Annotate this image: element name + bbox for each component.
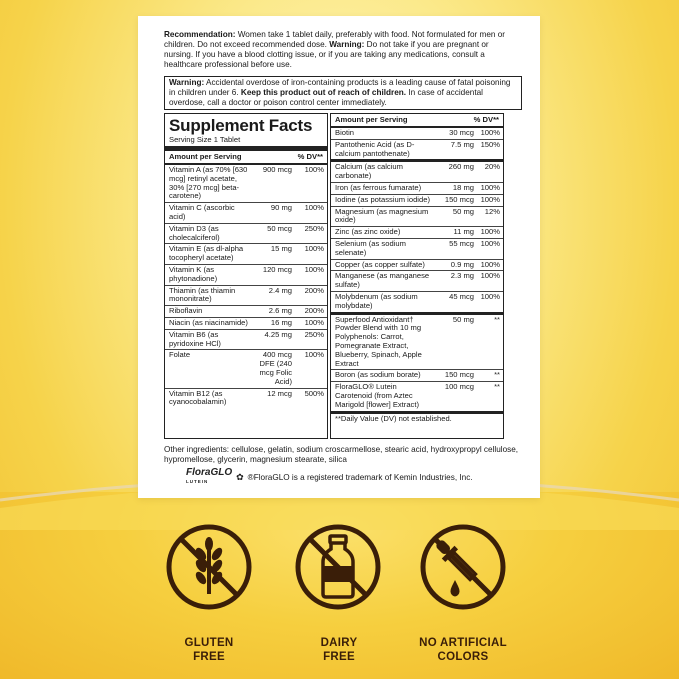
recommendation-warning-label: Warning: <box>329 40 365 49</box>
dairy-free-line1: DAIRY <box>320 637 358 649</box>
serving-size: Serving Size 1 Tablet <box>165 135 327 151</box>
nutrient-row <box>165 286 327 307</box>
nutrient-dv: 12% <box>484 206 500 216</box>
right-table-header <box>331 114 503 128</box>
nutrient-row <box>331 162 503 183</box>
supplement-facts-left <box>164 113 328 439</box>
nutrient-name: Zinc (as zinc oxide) <box>335 227 401 237</box>
nutrient-dv: 100% <box>480 291 500 301</box>
iron-warning-box <box>164 76 522 110</box>
nutrient-amount: 0.9 mg <box>450 259 474 269</box>
nutrient-name: Folate <box>169 350 191 360</box>
nutrient-name: Vitamin D3 (as cholecalciferol) <box>169 223 220 242</box>
nutrient-name: Niacin (as niacinamide) <box>169 317 248 327</box>
nutrient-name: Vitamin A (as 70% [630 mcg] retinyl acetate, 30% [270 mcg] beta-carotene) <box>169 165 248 201</box>
nutrient-row <box>331 195 503 207</box>
nutrient-row <box>331 207 503 228</box>
nutrient-amount: 100 mcg <box>444 382 474 392</box>
nutrient-row <box>165 165 327 203</box>
nutrient-amount: 90 mg <box>270 203 292 213</box>
dv-footnote-text: **Daily Value (DV) not established. <box>335 413 452 423</box>
nutrient-row <box>165 224 327 245</box>
supplement-facts-right <box>330 113 504 439</box>
nutrient-dv: 100% <box>480 194 500 204</box>
dv-footnote <box>331 411 503 425</box>
nutrient-row <box>331 370 503 382</box>
recommendation-warning-body: Do not take if you are pregnant or nursing. If you have a blood clotting issue, or if you are taking any medications, consult a healthcare professional before use. <box>164 40 489 69</box>
gluten-free-line1: GLUTEN <box>184 637 234 649</box>
nutrient-name: Biotin <box>335 128 354 137</box>
iron-warning-text-end: In case of accidental overdose, call a doctor or poison control center immediately. <box>169 88 483 107</box>
nutrient-amount: 45 mcg <box>449 291 474 301</box>
other-ingredients: Other ingredients: cellulose, gelatin, sodium croscarmellose, stearic acid, hydroxypropyl cellulose, hypromellose, glycerin, magnesium stearate, silica <box>164 445 519 464</box>
floraglo-logo-sub: LUTEIN <box>186 479 209 484</box>
nutrient-amount: 7.5 mg <box>450 139 474 149</box>
floraglo-logo-text: FloraGLO <box>186 467 233 478</box>
nutrient-dv: 250% <box>304 329 324 339</box>
recommendation-label: Recommendation: <box>164 30 236 39</box>
floraglo-flower-icon: ✿ <box>236 471 244 482</box>
recommendation-body: Women take 1 tablet daily, preferably with food. Not formulated for men or children. Do not exceed recommended dose. <box>164 30 505 49</box>
nutrient-amount: 2.6 mg <box>268 306 292 316</box>
supplement-facts-title: Supplement Facts <box>169 116 313 135</box>
nutrient-amount: 260 mg <box>448 162 474 172</box>
nutrient-amount: 18 mg <box>452 182 474 192</box>
nutrient-row <box>331 183 503 195</box>
nutrient-dv: 100% <box>480 259 500 269</box>
nutrient-row <box>331 227 503 239</box>
dv-header: % DV** <box>297 152 323 161</box>
nutrient-dv: 250% <box>304 223 324 233</box>
nutrient-row <box>331 292 503 315</box>
nutrient-dv: 100% <box>304 264 324 274</box>
dairy-free-line2: FREE <box>323 651 355 663</box>
iron-warning-text: Accidental overdose of iron-containing products is a leading cause of fatal poisoning in children under 6. <box>169 78 511 97</box>
dv-header-right: % DV** <box>473 115 499 124</box>
nutrient-name: Molybdenum (as sodium molybdate) <box>335 291 418 310</box>
nutrient-row <box>331 271 503 292</box>
nutrient-dv: 100% <box>480 238 500 248</box>
nutrient-dv: 100% <box>480 182 500 192</box>
nutrient-name: Iron (as ferrous fumarate) <box>335 182 422 192</box>
nutrient-amount: 50 mg <box>452 314 474 324</box>
amount-header-right: Amount per Serving <box>335 115 408 124</box>
nutrient-dv: 100% <box>304 244 324 254</box>
nutrient-row <box>331 239 503 260</box>
nutrient-dv: 150% <box>480 139 500 149</box>
nutrient-row <box>331 382 503 410</box>
nutrient-amount: 4.25 mg <box>264 329 292 339</box>
nutrient-amount: 12 mcg <box>267 388 292 398</box>
right-rows <box>331 128 503 411</box>
nutrient-name: Superfood Antioxidant† Powder Blend with 10 mg Polyphenols: Carrot, Pomegranate Extract, Blueberry, Spinach, Apple Extract <box>335 314 422 368</box>
recommendation-text <box>164 30 520 70</box>
nutrient-name: Selenium (as sodium selenate) <box>335 238 406 257</box>
nutrient-name: Vitamin C (ascorbic acid) <box>169 203 235 221</box>
nutrient-row <box>165 318 327 330</box>
nutrient-row <box>331 128 503 140</box>
nutrient-dv: 100% <box>304 350 324 360</box>
nutrient-amount: 16 mg <box>270 317 292 327</box>
nutrient-name: FloraGLO® Lutein Carotenoid (from Aztec Marigold [flower] Extract) <box>335 382 419 409</box>
nutrient-amount: 900 mcg <box>262 165 292 174</box>
nutrient-dv: 100% <box>304 203 324 213</box>
nutrient-row <box>165 203 327 224</box>
nutrient-amount: 50 mg <box>452 206 474 216</box>
nutrient-dv: ** <box>494 314 500 324</box>
nutrient-dv: 500% <box>304 388 324 398</box>
nutrient-dv: 200% <box>304 306 324 316</box>
nutrient-amount: 2.3 mg <box>450 271 474 281</box>
nutrient-name: Boron (as sodium borate) <box>335 370 421 380</box>
nutrient-name: Vitamin E (as dl-alpha tocopheryl acetate) <box>169 244 244 263</box>
nutrient-row <box>331 260 503 272</box>
amount-header: Amount per Serving <box>169 152 242 161</box>
trademark-text: ®FloraGLO is a registered trademark of Kemin Industries, Inc. <box>247 472 473 482</box>
nutrient-row <box>165 265 327 286</box>
nutrient-amount: 50 mcg <box>267 223 292 233</box>
nutrient-dv: 100% <box>480 128 500 137</box>
nutrient-name: Vitamin B12 (as cyanocobalamin) <box>169 388 227 407</box>
nutrient-amount: 30 mcg <box>449 128 474 137</box>
nutrient-dv: 100% <box>304 317 324 327</box>
nutrient-dv: 100% <box>480 271 500 281</box>
nutrient-amount: 400 mcg DFE (240 mcg Folic Acid) <box>259 350 292 386</box>
nutrient-name: Riboflavin <box>169 306 203 316</box>
milk-bottle-crossed-icon <box>293 522 383 612</box>
nutrient-dv: 200% <box>304 285 324 295</box>
nutrient-name: Thiamin (as thiamin mononitrate) <box>169 285 236 304</box>
nutrient-name: Vitamin K (as phytonadione) <box>169 264 218 283</box>
nutrient-amount: 150 mcg <box>444 370 474 380</box>
gluten-free-line2: FREE <box>193 651 225 663</box>
dropper-crossed-icon <box>418 522 508 612</box>
no-artificial-colors-label <box>403 636 523 664</box>
iron-warning-label: Warning: <box>169 78 205 87</box>
nutrient-name: Manganese (as manganese sulfate) <box>335 271 430 290</box>
nutrient-dv: ** <box>494 382 500 392</box>
trademark-block <box>188 446 518 460</box>
nutrient-name: Copper (as copper sulfate) <box>335 259 425 269</box>
wheat-crossed-icon <box>164 522 254 612</box>
nutrient-row <box>165 306 327 318</box>
nutrient-row <box>165 389 327 409</box>
dairy-free-label <box>279 636 399 664</box>
no-artificial-colors-line2: COLORS <box>437 651 489 663</box>
iron-warning-keep-away: Keep this product out of reach of children. <box>240 88 407 97</box>
gluten-free-label <box>149 636 269 664</box>
nutrient-name: Calcium (as calcium carbonate) <box>335 162 403 181</box>
nutrient-dv: 20% <box>484 162 500 172</box>
nutrient-dv: 100% <box>480 227 500 237</box>
floraglo-logo <box>186 468 232 486</box>
nutrient-amount: 2.4 mg <box>268 285 292 295</box>
nutrient-dv: 100% <box>304 165 324 174</box>
nutrient-amount: 55 mcg <box>449 238 474 248</box>
nutrient-amount: 150 mcg <box>444 194 474 204</box>
nutrient-name: Vitamin B6 (as pyridoxine HCl) <box>169 329 221 348</box>
nutrient-dv: ** <box>494 370 500 380</box>
nutrient-amount: 120 mcg <box>262 264 292 274</box>
nutrient-amount: 15 mg <box>270 244 292 254</box>
left-table-header <box>165 151 327 165</box>
nutrient-amount: 11 mg <box>453 227 474 237</box>
nutrient-row <box>165 244 327 265</box>
nutrient-row <box>165 330 327 351</box>
nutrient-name: Pantothenic Acid (as D-calcium pantothenate) <box>335 139 415 158</box>
nutrient-name: Magnesium (as magnesium oxide) <box>335 206 429 225</box>
nutrient-row <box>331 315 503 371</box>
floraglo-logo-row <box>186 468 473 486</box>
left-rows <box>165 165 327 408</box>
no-artificial-colors-line1: NO ARTIFICIAL <box>419 637 507 649</box>
nutrient-row <box>165 350 327 388</box>
nutrient-row <box>331 140 503 163</box>
nutrient-name: Iodine (as potassium iodide) <box>335 194 430 204</box>
